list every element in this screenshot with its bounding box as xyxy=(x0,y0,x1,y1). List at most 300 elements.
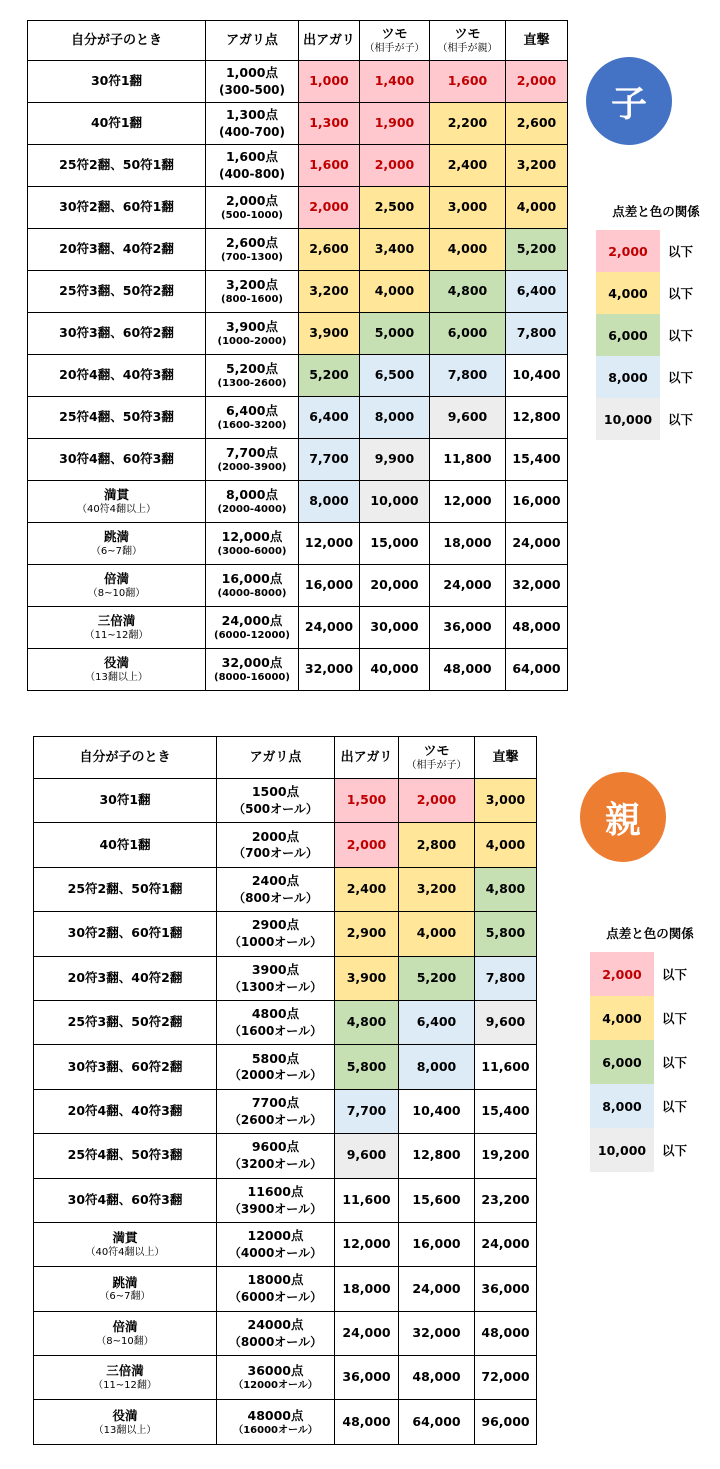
tsumo-cell: 48,000 xyxy=(399,1356,475,1400)
tsumo-cell: 2,000 xyxy=(399,779,475,823)
hand-name: 満貫 xyxy=(103,487,129,503)
hand-name: 20符3翻、40符2翻 xyxy=(59,241,174,257)
ron-cell: 1,000 xyxy=(299,61,360,103)
points-value: 24000点 xyxy=(247,1316,304,1332)
points-split: (400-800) xyxy=(218,166,286,181)
points-value: 6,400点 xyxy=(225,403,279,419)
header-direct: 直撃 xyxy=(506,21,568,61)
header-main: ツモ xyxy=(454,26,481,42)
hand-cell xyxy=(28,523,206,565)
header-tsumo xyxy=(399,737,475,779)
hand-name: 倍満 xyxy=(112,1318,138,1334)
parent-badge-label: 親 xyxy=(604,799,641,841)
legend-suffix: 以下 xyxy=(662,967,688,982)
tsumo-cell: 64,000 xyxy=(399,1400,475,1444)
points-value: 36000点 xyxy=(247,1363,304,1379)
points-split: （6000オール） xyxy=(228,1290,323,1305)
direct-cell: 12,800 xyxy=(506,397,568,439)
hand-name: 25符3翻、50符2翻 xyxy=(59,283,174,299)
tsumo-cell: 4,000 xyxy=(399,912,475,956)
header-sub: （相手が親） xyxy=(437,43,498,55)
hand-cell xyxy=(28,313,206,355)
ron-cell: 5,200 xyxy=(299,355,360,397)
points-cell xyxy=(206,271,299,313)
hand-condition: （11~12翻） xyxy=(84,629,149,641)
legend-swatch: 4,000 xyxy=(590,996,654,1040)
points-split: (1600-3200) xyxy=(217,419,287,431)
points-split: （12000オール） xyxy=(233,1380,318,1392)
hand-condition: （40符4翻以上） xyxy=(85,1247,165,1259)
tsumo-child-cell: 9,900 xyxy=(360,439,430,481)
legend-suffix: 以下 xyxy=(668,370,694,385)
hand-name: 25符2翻、50符1翻 xyxy=(67,881,183,897)
points-cell xyxy=(206,565,299,607)
table-row xyxy=(34,956,537,1000)
points-cell xyxy=(217,867,335,911)
ron-cell: 8,000 xyxy=(299,481,360,523)
direct-cell: 11,600 xyxy=(475,1045,537,1089)
points-value: 16,000点 xyxy=(221,571,283,587)
hand-condition: （6~7翻） xyxy=(99,1291,151,1303)
table-row xyxy=(34,1222,537,1266)
hand-name: 25符3翻、50符2翻 xyxy=(67,1014,183,1030)
points-cell xyxy=(217,1222,335,1266)
points-cell xyxy=(217,1356,335,1400)
table-row xyxy=(28,229,568,271)
hand-name: 30符4翻、60符3翻 xyxy=(67,1191,183,1207)
points-split: (8000-16000) xyxy=(214,671,290,683)
points-split: （2000オール） xyxy=(228,1068,323,1083)
table-row xyxy=(28,103,568,145)
ron-cell: 18,000 xyxy=(335,1267,399,1311)
tsumo-parent-cell: 1,600 xyxy=(430,61,506,103)
header-points: アガリ点 xyxy=(206,21,299,61)
tsumo-child-cell: 3,400 xyxy=(360,229,430,271)
hand-cell xyxy=(28,271,206,313)
legend-rows xyxy=(590,952,710,1172)
points-cell xyxy=(206,397,299,439)
legend-swatch: 8,000 xyxy=(596,356,660,398)
points-value: 18000点 xyxy=(247,1272,304,1288)
table-row xyxy=(28,397,568,439)
tsumo-parent-cell: 36,000 xyxy=(430,607,506,649)
hand-cell xyxy=(34,1134,217,1178)
legend-title: 点差と色の関係 xyxy=(606,926,694,941)
direct-cell: 2,600 xyxy=(506,103,568,145)
header-hand: 自分が子のとき xyxy=(34,737,217,779)
hand-cell xyxy=(28,397,206,439)
points-value: 3900点 xyxy=(251,961,300,977)
points-value: 8,000点 xyxy=(225,487,279,503)
hand-cell xyxy=(28,229,206,271)
table-row xyxy=(34,823,537,867)
child-score-table xyxy=(27,20,568,691)
header-main: ツモ xyxy=(381,26,408,42)
points-cell xyxy=(217,1045,335,1089)
tsumo-child-cell: 8,000 xyxy=(360,397,430,439)
points-split: （500オール） xyxy=(233,802,318,817)
hand-name: 三倍満 xyxy=(97,613,136,629)
legend-suffix: 以下 xyxy=(668,412,694,427)
direct-cell: 4,800 xyxy=(475,867,537,911)
tsumo-cell: 3,200 xyxy=(399,867,475,911)
points-value: 2,000点 xyxy=(225,193,279,209)
hand-name: 30符2翻、60符1翻 xyxy=(59,199,174,215)
tsumo-parent-cell: 2,200 xyxy=(430,103,506,145)
header-points: アガリ点 xyxy=(217,737,335,779)
hand-name: 倍満 xyxy=(103,571,129,587)
table-row xyxy=(28,355,568,397)
hand-name: 25符2翻、50符1翻 xyxy=(59,157,174,173)
tsumo-parent-cell: 3,000 xyxy=(430,187,506,229)
hand-name: 40符1翻 xyxy=(99,836,151,852)
legend-item xyxy=(590,1040,710,1084)
direct-cell: 2,000 xyxy=(506,61,568,103)
points-cell xyxy=(217,912,335,956)
tsumo-child-cell: 40,000 xyxy=(360,649,430,691)
legend-swatch: 6,000 xyxy=(596,314,660,356)
points-cell xyxy=(217,779,335,823)
ron-cell: 3,900 xyxy=(299,313,360,355)
hand-name: 25符4翻、50符3翻 xyxy=(59,409,174,425)
points-value: 48000点 xyxy=(247,1407,304,1423)
ron-cell: 11,600 xyxy=(335,1178,399,1222)
ron-cell: 16,000 xyxy=(299,565,360,607)
points-cell xyxy=(206,145,299,187)
legend-item xyxy=(596,272,716,314)
child-table-body xyxy=(28,61,568,691)
hand-condition: （8~10翻） xyxy=(96,1335,154,1347)
tsumo-cell: 12,800 xyxy=(399,1134,475,1178)
legend-title: 点差と色の関係 xyxy=(612,204,700,219)
table-row xyxy=(28,145,568,187)
hand-name: 30符3翻、60符2翻 xyxy=(59,325,174,341)
tsumo-parent-cell: 18,000 xyxy=(430,523,506,565)
table-row xyxy=(34,779,537,823)
tsumo-cell: 32,000 xyxy=(399,1311,475,1355)
hand-name: 40符1翻 xyxy=(90,115,143,131)
hand-name: 30符3翻、60符2翻 xyxy=(67,1058,183,1074)
child-badge-label: 子 xyxy=(610,83,647,125)
hand-name: 30符2翻、60符1翻 xyxy=(67,925,183,941)
legend-swatch: 10,000 xyxy=(590,1128,654,1172)
points-split: （4000オール） xyxy=(228,1245,323,1260)
tsumo-child-cell: 5,000 xyxy=(360,313,430,355)
header-sub: （相手が子） xyxy=(406,760,467,772)
points-split: （1600オール） xyxy=(228,1023,323,1038)
tsumo-parent-cell: 4,800 xyxy=(430,271,506,313)
points-value: 7,700点 xyxy=(225,445,279,461)
tsumo-child-cell: 6,500 xyxy=(360,355,430,397)
points-cell xyxy=(206,61,299,103)
table-row xyxy=(28,481,568,523)
points-value: 2000点 xyxy=(251,828,300,844)
tsumo-parent-cell: 24,000 xyxy=(430,565,506,607)
ron-cell: 1,500 xyxy=(335,779,399,823)
hand-name: 20符4翻、40符3翻 xyxy=(67,1102,183,1118)
direct-cell: 19,200 xyxy=(475,1134,537,1178)
table-row xyxy=(34,1089,537,1133)
hand-condition: （13翻以上） xyxy=(93,1424,157,1436)
table-row xyxy=(28,649,568,691)
table-row xyxy=(34,1000,537,1044)
parent-score-table xyxy=(33,736,537,1445)
ron-cell: 6,400 xyxy=(299,397,360,439)
ron-cell: 3,900 xyxy=(335,956,399,1000)
ron-cell: 48,000 xyxy=(335,1400,399,1444)
points-cell xyxy=(206,355,299,397)
legend-item xyxy=(596,356,716,398)
direct-cell: 72,000 xyxy=(475,1356,537,1400)
ron-cell: 2,000 xyxy=(299,187,360,229)
table-header-row xyxy=(34,737,537,779)
tsumo-parent-cell: 11,800 xyxy=(430,439,506,481)
points-split: (300-500) xyxy=(218,82,286,97)
hand-cell xyxy=(34,1222,217,1266)
legend-suffix: 以下 xyxy=(668,244,694,259)
table-row xyxy=(34,912,537,956)
tsumo-child-cell: 1,400 xyxy=(360,61,430,103)
table-row xyxy=(34,1400,537,1444)
points-value: 5,200点 xyxy=(225,361,279,377)
points-value: 12,000点 xyxy=(221,529,283,545)
hand-name: 役満 xyxy=(103,655,129,671)
legend-item xyxy=(596,314,716,356)
hand-condition: （40符4翻以上） xyxy=(76,503,157,515)
points-cell xyxy=(217,956,335,1000)
hand-name: 三倍満 xyxy=(106,1363,144,1379)
hand-cell xyxy=(28,103,206,145)
table-row xyxy=(34,867,537,911)
direct-cell: 96,000 xyxy=(475,1400,537,1444)
ron-cell: 24,000 xyxy=(299,607,360,649)
table-row xyxy=(34,1134,537,1178)
points-value: 7700点 xyxy=(251,1094,300,1110)
points-split: (800-1600) xyxy=(221,293,283,305)
hand-name: 20符4翻、40符3翻 xyxy=(59,367,174,383)
hand-condition: （13翻以上） xyxy=(85,671,148,683)
tsumo-child-cell: 10,000 xyxy=(360,481,430,523)
header-direct: 直撃 xyxy=(475,737,537,779)
points-cell xyxy=(217,823,335,867)
direct-cell: 3,200 xyxy=(506,145,568,187)
tsumo-parent-cell: 4,000 xyxy=(430,229,506,271)
points-split: (3000-6000) xyxy=(217,545,287,557)
header-main: ツモ xyxy=(423,743,450,759)
direct-cell: 10,400 xyxy=(506,355,568,397)
points-value: 32,000点 xyxy=(221,655,283,671)
table-row xyxy=(34,1178,537,1222)
direct-cell: 64,000 xyxy=(506,649,568,691)
table-header-row xyxy=(28,21,568,61)
hand-condition: （8~10翻） xyxy=(87,587,146,599)
tsumo-parent-cell: 12,000 xyxy=(430,481,506,523)
legend-suffix: 以下 xyxy=(668,286,694,301)
direct-cell: 23,200 xyxy=(475,1178,537,1222)
tsumo-child-cell: 4,000 xyxy=(360,271,430,313)
header-tsumo-vs-child xyxy=(360,21,430,61)
tsumo-cell: 2,800 xyxy=(399,823,475,867)
points-value: 3,900点 xyxy=(225,319,279,335)
direct-cell: 5,200 xyxy=(506,229,568,271)
legend-swatch: 2,000 xyxy=(590,952,654,996)
table-row xyxy=(28,271,568,313)
points-split: （700オール） xyxy=(233,846,318,861)
table-row xyxy=(28,313,568,355)
direct-cell: 32,000 xyxy=(506,565,568,607)
ron-cell: 2,900 xyxy=(335,912,399,956)
points-split: （16000オール） xyxy=(233,1424,318,1436)
tsumo-cell: 16,000 xyxy=(399,1222,475,1266)
hand-cell xyxy=(28,565,206,607)
header-hand: 自分が子のとき xyxy=(28,21,206,61)
tsumo-cell: 5,200 xyxy=(399,956,475,1000)
tsumo-parent-cell: 7,800 xyxy=(430,355,506,397)
ron-cell: 9,600 xyxy=(335,1134,399,1178)
table-row xyxy=(34,1267,537,1311)
hand-cell xyxy=(34,1178,217,1222)
table-row xyxy=(28,439,568,481)
points-split: (2000-4000) xyxy=(217,503,287,515)
direct-cell: 4,000 xyxy=(475,823,537,867)
legend-swatch: 4,000 xyxy=(596,272,660,314)
tsumo-child-cell: 1,900 xyxy=(360,103,430,145)
hand-cell xyxy=(28,355,206,397)
legend-item xyxy=(590,1128,710,1172)
color-legend-child xyxy=(596,202,716,440)
legend-swatch: 10,000 xyxy=(596,398,660,440)
legend-suffix: 以下 xyxy=(662,1055,688,1070)
points-cell xyxy=(206,229,299,271)
tsumo-parent-cell: 6,000 xyxy=(430,313,506,355)
points-split: （2600オール） xyxy=(228,1112,323,1127)
tsumo-parent-cell: 9,600 xyxy=(430,397,506,439)
points-cell xyxy=(217,1178,335,1222)
tsumo-cell: 15,600 xyxy=(399,1178,475,1222)
direct-cell: 7,800 xyxy=(506,313,568,355)
parent-circle-badge xyxy=(580,772,666,862)
table-row xyxy=(28,61,568,103)
header-ron: 出アガリ xyxy=(335,737,399,779)
legend-suffix: 以下 xyxy=(668,328,694,343)
legend-item xyxy=(590,1084,710,1128)
header-sub: （相手が子） xyxy=(364,43,425,55)
points-cell xyxy=(206,439,299,481)
points-value: 1,600点 xyxy=(225,148,279,164)
legend-suffix: 以下 xyxy=(662,1143,688,1158)
hand-condition: （11~12翻） xyxy=(93,1380,157,1392)
direct-cell: 48,000 xyxy=(475,1311,537,1355)
direct-cell: 36,000 xyxy=(475,1267,537,1311)
hand-cell xyxy=(28,649,206,691)
legend-swatch: 2,000 xyxy=(596,230,660,272)
points-value: 3,200点 xyxy=(225,277,279,293)
points-split: (4000-8000) xyxy=(217,587,287,599)
legend-item xyxy=(596,398,716,440)
hand-cell xyxy=(34,779,217,823)
ron-cell: 7,700 xyxy=(335,1089,399,1133)
hand-name: 30符1翻 xyxy=(99,792,151,808)
points-cell xyxy=(217,1267,335,1311)
hand-cell xyxy=(34,1045,217,1089)
hand-cell xyxy=(34,867,217,911)
ron-cell: 36,000 xyxy=(335,1356,399,1400)
points-cell xyxy=(206,523,299,565)
hand-cell xyxy=(28,61,206,103)
tsumo-parent-cell: 2,400 xyxy=(430,145,506,187)
points-cell xyxy=(217,1134,335,1178)
points-value: 2400点 xyxy=(251,872,300,888)
points-cell xyxy=(206,607,299,649)
legend-rows xyxy=(596,230,716,440)
points-split: (1000-2000) xyxy=(217,335,287,347)
ron-cell: 3,200 xyxy=(299,271,360,313)
direct-cell: 7,800 xyxy=(475,956,537,1000)
points-value: 1500点 xyxy=(251,784,300,800)
table-row xyxy=(28,523,568,565)
points-cell xyxy=(217,1400,335,1444)
direct-cell: 24,000 xyxy=(506,523,568,565)
table-row xyxy=(34,1311,537,1355)
points-value: 5800点 xyxy=(251,1050,300,1066)
hand-cell xyxy=(28,481,206,523)
points-value: 9600点 xyxy=(251,1139,300,1155)
points-value: 12000点 xyxy=(247,1228,304,1244)
hand-name: 25符4翻、50符3翻 xyxy=(67,1147,183,1163)
parent-table-body xyxy=(34,779,537,1445)
legend-suffix: 以下 xyxy=(662,1099,688,1114)
points-value: 2900点 xyxy=(251,917,300,933)
hand-cell xyxy=(28,187,206,229)
hand-cell xyxy=(28,145,206,187)
hand-cell xyxy=(34,1000,217,1044)
ron-cell: 5,800 xyxy=(335,1045,399,1089)
points-value: 11600点 xyxy=(247,1183,304,1199)
legend-item xyxy=(590,952,710,996)
hand-name: 満貫 xyxy=(112,1230,138,1246)
hand-cell xyxy=(28,607,206,649)
points-split: (1300-2600) xyxy=(217,377,287,389)
hand-cell xyxy=(34,1356,217,1400)
points-value: 1,000点 xyxy=(225,64,279,80)
points-split: (400-700) xyxy=(218,124,286,139)
direct-cell: 16,000 xyxy=(506,481,568,523)
tsumo-child-cell: 2,000 xyxy=(360,145,430,187)
points-cell xyxy=(206,649,299,691)
table-row xyxy=(28,187,568,229)
legend-item xyxy=(590,996,710,1040)
hand-name: 役満 xyxy=(112,1407,138,1423)
color-legend-parent xyxy=(590,924,710,1172)
hand-name: 20符3翻、40符2翻 xyxy=(67,969,183,985)
points-split: （800オール） xyxy=(233,890,318,905)
ron-cell: 2,600 xyxy=(299,229,360,271)
table-row xyxy=(28,565,568,607)
points-split: (6000-12000) xyxy=(214,629,290,641)
ron-cell: 12,000 xyxy=(335,1222,399,1266)
ron-cell: 7,700 xyxy=(299,439,360,481)
hand-condition: （6~7翻） xyxy=(90,545,143,557)
tsumo-child-cell: 20,000 xyxy=(360,565,430,607)
ron-cell: 1,300 xyxy=(299,103,360,145)
points-split: （3900オール） xyxy=(228,1201,323,1216)
ron-cell: 12,000 xyxy=(299,523,360,565)
table-row xyxy=(34,1045,537,1089)
legend-swatch: 8,000 xyxy=(590,1084,654,1128)
points-cell xyxy=(206,187,299,229)
points-split: （3200オール） xyxy=(228,1157,323,1172)
legend-item xyxy=(596,230,716,272)
